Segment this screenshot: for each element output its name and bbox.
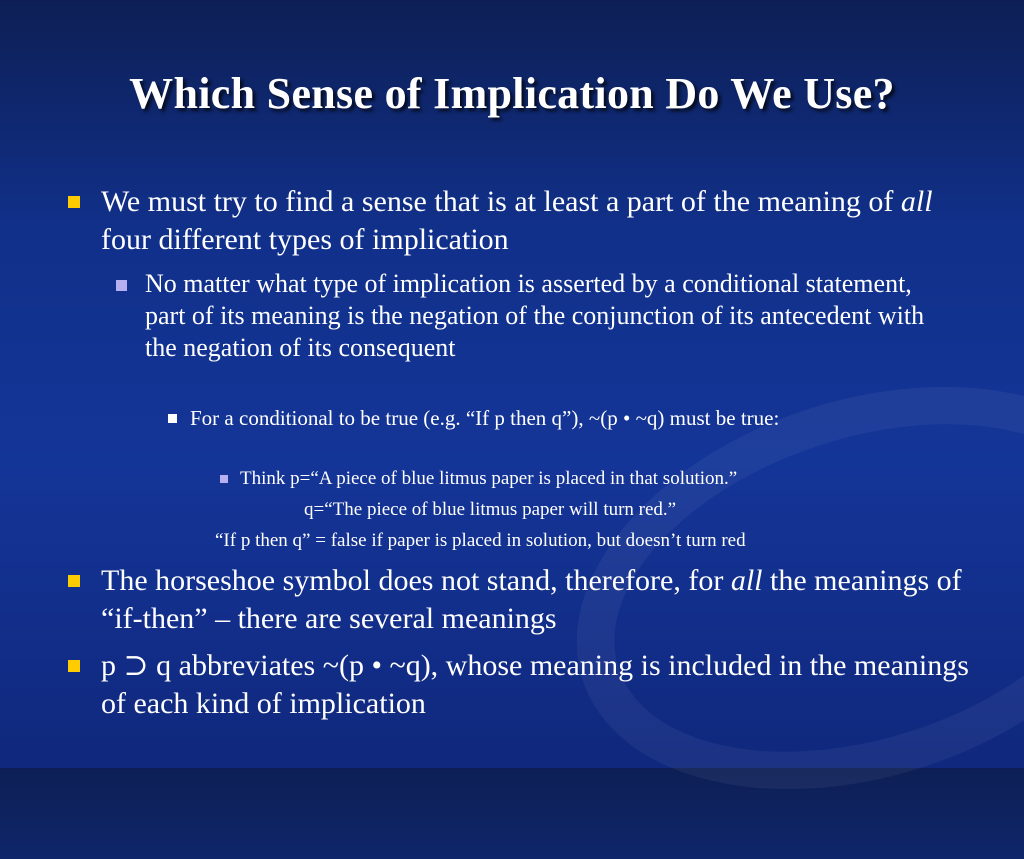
yellow-square-bullet-icon xyxy=(68,196,80,208)
lavender-square-bullet-icon xyxy=(116,280,127,291)
bullet-emphasis: all xyxy=(730,564,763,597)
think-text: Think p=“A piece of blue litmus paper is placed in that solution.” xyxy=(240,468,738,489)
bullet-emphasis: all xyxy=(900,185,933,218)
continuation-if-line: “If p then q” = false if paper is placed in solution, but doesn’t turn red xyxy=(215,530,746,551)
sub-bullet-text: No matter what type of implication is asserted by a conditional statement, part of its meaning is the negation of the conjunction of its antecedent with the negation of its consequent xyxy=(145,269,925,362)
bullet-find-sense xyxy=(101,183,981,259)
yellow-square-bullet-icon xyxy=(68,575,80,587)
sub-sub-bullet-text: For a conditional to be true (e.g. “If p then q”), ~(p • ~q) must be true: xyxy=(190,406,780,430)
sub-sub-bullet-conditional xyxy=(190,406,950,431)
slide-title: Which Sense of Implication Do We Use? xyxy=(129,69,895,118)
bullet-horseshoe xyxy=(101,562,981,638)
yellow-square-bullet-icon xyxy=(68,660,80,672)
white-square-bullet-icon xyxy=(168,414,177,423)
bullet-text-part-2: the meanings of “if-then” – there are several meanings xyxy=(101,564,962,635)
bullet-abbreviates xyxy=(101,647,981,723)
bullet-text-part-1: We must try to find a sense that is at least a part of the meaning of xyxy=(101,185,901,218)
bullet-text-part-1: The horseshoe symbol does not stand, therefore, for xyxy=(101,564,731,597)
bullet-text: p ⊃ q abbreviates ~(p • ~q), whose meaning is included in the meanings of each kind of implication xyxy=(101,649,969,720)
lavender-small-bullet-icon xyxy=(220,475,228,483)
continuation-q-line: q=“The piece of blue litmus paper will turn red.” xyxy=(304,499,677,520)
sub-sub-sub-bullet-think xyxy=(240,467,960,491)
sub-bullet-negation xyxy=(145,268,955,364)
bullet-text-part-2: four different types of implication xyxy=(101,223,509,256)
